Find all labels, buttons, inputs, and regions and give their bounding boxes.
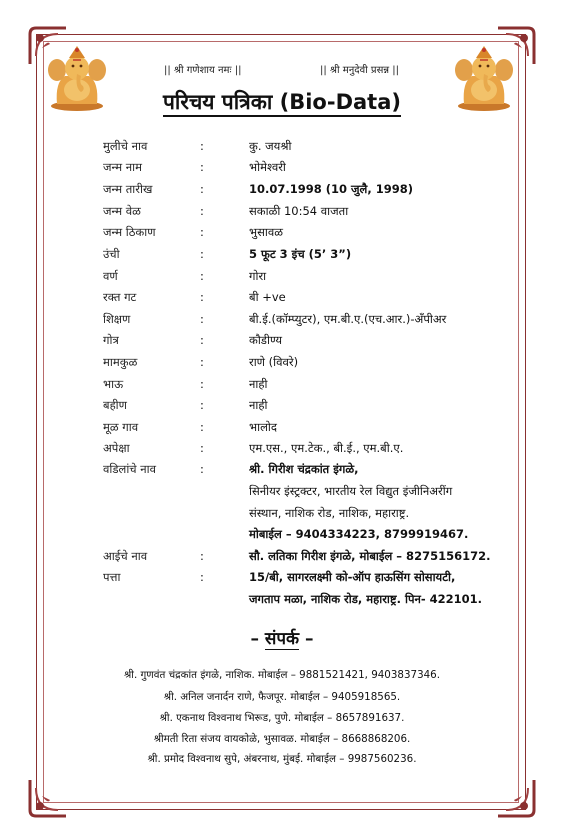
field-colon: :: [200, 160, 204, 174]
corner-ornament-icon: [496, 778, 536, 818]
field-label: गोत्र: [103, 333, 119, 347]
field-value: भुसावळ: [249, 225, 283, 239]
field-label: बहीण: [103, 398, 127, 412]
contact-line: श्री. एकनाथ विश्वनाथ भिरूड, पुणे. मोबाईल – 8657891637.: [159, 712, 405, 724]
field-value: मोबाईल – 9404334223, 8799919467.: [249, 527, 469, 541]
field-colon: :: [200, 139, 204, 153]
field-colon: :: [200, 549, 204, 563]
field-value: सौ. लतिका गिरीश इंगळे, मोबाईल – 8275156172.: [249, 549, 491, 563]
field-colon: :: [200, 204, 204, 218]
field-value: नाही: [249, 377, 268, 391]
field-value: भोमेश्वरी: [249, 160, 286, 174]
field-label: जन्म वेळ: [103, 204, 141, 218]
field-colon: :: [200, 355, 204, 369]
field-value: कौडीण्य: [249, 333, 283, 347]
contact-line: श्री. प्रमोद विश्वनाथ सुपे, अंबरनाथ, मुंबई. मोबाईल – 9987560236.: [147, 753, 417, 765]
field-colon: :: [200, 398, 204, 412]
field-colon: :: [200, 290, 204, 304]
field-colon: :: [200, 462, 204, 476]
field-value: भालोद: [249, 420, 277, 434]
field-colon: :: [200, 333, 204, 347]
field-value: श्री. गिरीश चंद्रकांत इंगळे,: [249, 462, 359, 476]
field-value: संस्थान, नाशिक रोड, नाशिक, महाराष्ट्र.: [249, 506, 410, 520]
field-label: मामकुळ: [103, 355, 138, 369]
shloka-right: || श्री मनुदेवी प्रसन्न ||: [320, 65, 400, 76]
field-value: 10.07.1998 (10 जुलै, 1998): [249, 182, 413, 196]
field-label: जन्म ठिकाण: [103, 225, 156, 239]
field-label: वडिलांचे नाव: [103, 462, 157, 476]
field-colon: :: [200, 377, 204, 391]
field-label: मूळ गाव: [103, 420, 139, 434]
field-value: सकाळी 10:54 वाजता: [249, 204, 349, 218]
contact-line: श्री. गुणवंत चंद्रकांत इंगळे, नाशिक. मोबाईल – 9881521421, 9403837346.: [123, 669, 440, 681]
field-label: मुलीचे नाव: [103, 139, 148, 153]
field-value: कु. जयश्री: [249, 139, 292, 153]
field-value: बी.ई.(कॉम्प्युटर), एम.बी.ए.(एच.आर.)-अँपीअर: [249, 312, 447, 326]
field-label: आईचे नाव: [103, 549, 148, 563]
field-value: गोरा: [249, 269, 267, 283]
field-value: जगताप मळा, नाशिक रोड, महाराष्ट्र. पिन- 422101.: [249, 592, 483, 606]
field-colon: :: [200, 225, 204, 239]
field-value: एम.एस., एम.टेक., बी.ई., एम.बी.ए.: [249, 441, 404, 455]
field-colon: :: [200, 312, 204, 326]
field-value: राणे (विवरे): [249, 355, 299, 369]
contact-heading: – संपर्क –: [250, 629, 314, 649]
contact-line: श्रीमती रिता संजय वायकोळे, भुसावळ. मोबाईल – 8668868206.: [153, 733, 411, 745]
contact-line: श्री. अनिल जनार्दन राणे, फैजपूर. मोबाईल – 9405918565.: [163, 691, 401, 703]
field-value: नाही: [249, 398, 268, 412]
field-colon: :: [200, 247, 204, 261]
field-value: सिनीयर इंस्ट्रक्टर, भारतीय रेल विद्युत इंजीनिअरींग: [249, 484, 453, 498]
shloka-left: || श्री गणेशाय नमः ||: [164, 65, 242, 76]
field-label: शिक्षण: [103, 312, 131, 326]
field-value: 15/बी, सागरलक्ष्मी को-ऑप हाऊसिंग सोसायटी,: [249, 570, 456, 584]
field-label: उंची: [103, 247, 120, 261]
field-label: जन्म तारीख: [103, 182, 153, 196]
field-label: जन्म नाम: [103, 160, 142, 174]
field-label: वर्ण: [103, 269, 118, 283]
field-colon: :: [200, 182, 204, 196]
field-label: पत्ता: [103, 570, 121, 584]
field-label: अपेक्षा: [103, 441, 130, 455]
field-colon: :: [200, 420, 204, 434]
field-label: रक्त गट: [103, 290, 137, 304]
field-colon: :: [200, 570, 204, 584]
field-colon: :: [200, 269, 204, 283]
field-colon: :: [200, 441, 204, 455]
corner-ornament-icon: [28, 778, 68, 818]
field-label: भाऊ: [103, 377, 124, 391]
page-title: परिचय पत्रिका (Bio-Data): [0, 88, 564, 116]
field-value: बी +ve: [249, 290, 286, 304]
field-value: 5 फूट 3 इंच (5’ 3”): [249, 247, 352, 261]
